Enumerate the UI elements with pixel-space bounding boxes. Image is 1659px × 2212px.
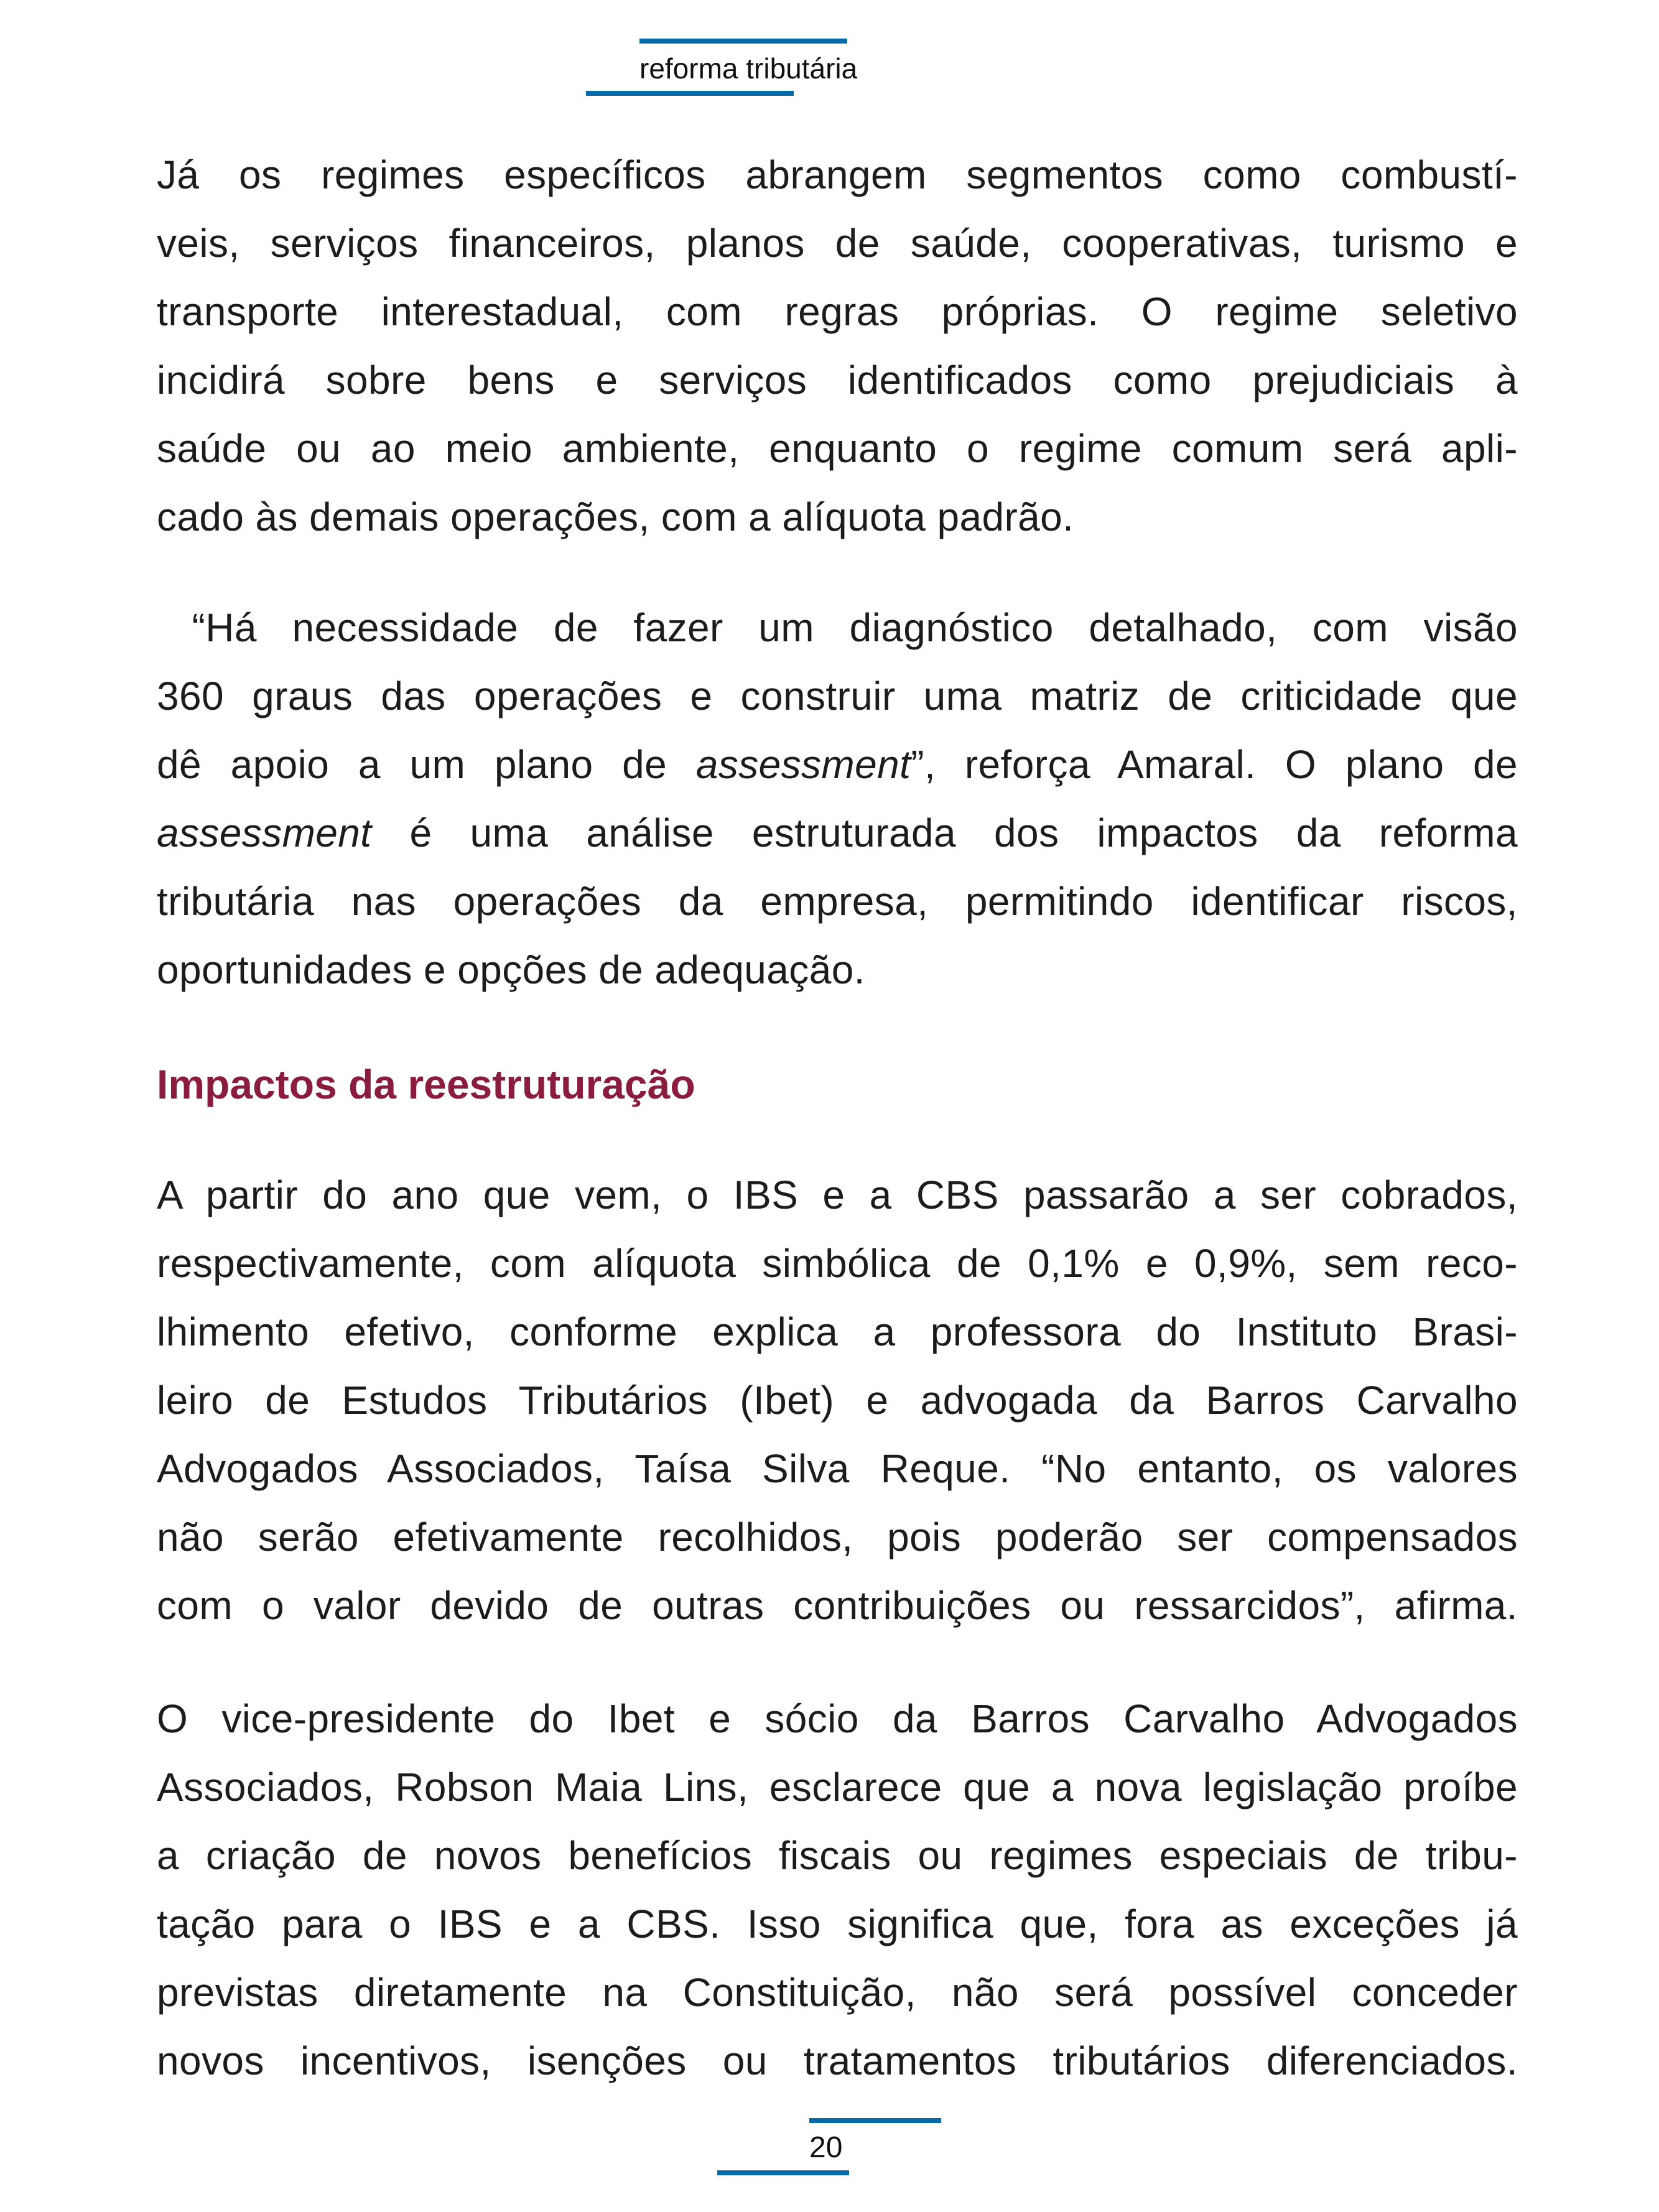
text-line [157,1434,1518,1503]
text-line [157,1161,1518,1229]
text-line [157,799,1518,867]
page-number: 20 [809,2131,843,2164]
text-segment: oportunidades e opções de adequação. [157,947,865,992]
text-line [157,936,1518,1004]
text-segment: tação para o IBS e a CBS. Isso significa que, fora as exceções já [157,1902,1518,1946]
text-segment: dê apoio a um plano de [157,742,696,787]
text-line [157,1821,1518,1890]
text-line [157,1890,1518,1958]
text-segment: lhimento efetivo, conforme explica a professora do Instituto Brasi- [157,1309,1518,1354]
text-segment: saúde ou ao meio ambiente, enquanto o regime comum será apli- [157,426,1518,471]
italic-term: assessment [157,811,372,855]
paragraph-1 [157,141,1518,551]
text-segment: incidirá sobre bens e serviços identificados como prejudiciais à [157,358,1518,402]
text-segment: A partir do ano que vem, o IBS e a CBS passarão a ser cobrados, [157,1173,1518,1217]
text-segment: a criação de novos benefícios fiscais ou regimes especiais de tribu- [157,1833,1518,1878]
text-line [157,593,1518,662]
text-line [157,1753,1518,1821]
text-line [157,867,1518,936]
text-line [157,414,1518,483]
text-line [157,730,1518,799]
text-segment: O vice-presidente do Ibet e sócio da Barros Carvalho Advogados [157,1696,1518,1741]
footer-rule-top [809,2118,941,2123]
text-line [157,1685,1518,1753]
text-line [157,346,1518,414]
text-line [157,2027,1518,2095]
text-segment: veis, serviços financeiros, planos de saúde, cooperativas, turismo e [157,221,1518,266]
paragraph-4 [157,1685,1518,2095]
text-segment: é uma análise estruturada dos impactos da reforma [371,811,1518,855]
text-line [157,1366,1518,1434]
footer-rule-bottom [717,2170,849,2175]
text-segment: Associados, Robson Maia Lins, esclarece que a nova legislação proíbe [157,1765,1518,1810]
text-line [157,1503,1518,1571]
text-line [157,1229,1518,1298]
text-segment: previstas diretamente na Constituição, não será possível conceder [157,1970,1518,2015]
text-segment: cado às demais operações, com a alíquota padrão. [157,495,1074,539]
section-heading: Impactos da reestruturação [157,1061,695,1107]
text-line [157,483,1518,551]
text-segment: Já os regimes específicos abrangem segmentos como combustí- [157,152,1518,197]
text-segment: respectivamente, com alíquota simbólica de 0,1% e 0,9%, sem reco- [157,1241,1518,1286]
text-segment: tributária nas operações da empresa, permitindo identificar riscos, [157,879,1518,924]
text-line [157,277,1518,346]
text-line [157,141,1518,209]
text-segment: leiro de Estudos Tributários (Ibet) e advogada da Barros Carvalho [157,1378,1518,1423]
text-segment: transporte interestadual, com regras próprias. O regime seletivo [157,289,1518,334]
text-line [157,662,1518,730]
text-line [157,1571,1518,1640]
text-line [157,1958,1518,2027]
text-segment: Advogados Associados, Taísa Silva Reque. “No entanto, os valores [157,1446,1518,1491]
italic-term: assessment [695,742,911,787]
paragraph-2 [157,593,1518,1004]
text-segment: 360 graus das operações e construir uma matriz de criticidade que [157,674,1518,718]
header-rule-bottom [586,91,794,96]
text-line [157,1298,1518,1366]
section-title: reforma tributária [639,52,858,85]
text-segment: ”, reforça Amaral. O plano de [911,742,1518,787]
text-segment: novos incentivos, isenções ou tratamentos tributários diferenciados. [157,2038,1518,2083]
text-segment: “Há necessidade de fazer um diagnóstico detalhado, com visão [157,605,1518,650]
header-rule-top [639,39,847,44]
paragraph-3 [157,1161,1518,1640]
text-segment: com o valor devido de outras contribuições ou ressarcidos”, afirma. [157,1583,1518,1628]
text-segment: não serão efetivamente recolhidos, pois poderão ser compensados [157,1515,1518,1559]
text-line [157,209,1518,277]
